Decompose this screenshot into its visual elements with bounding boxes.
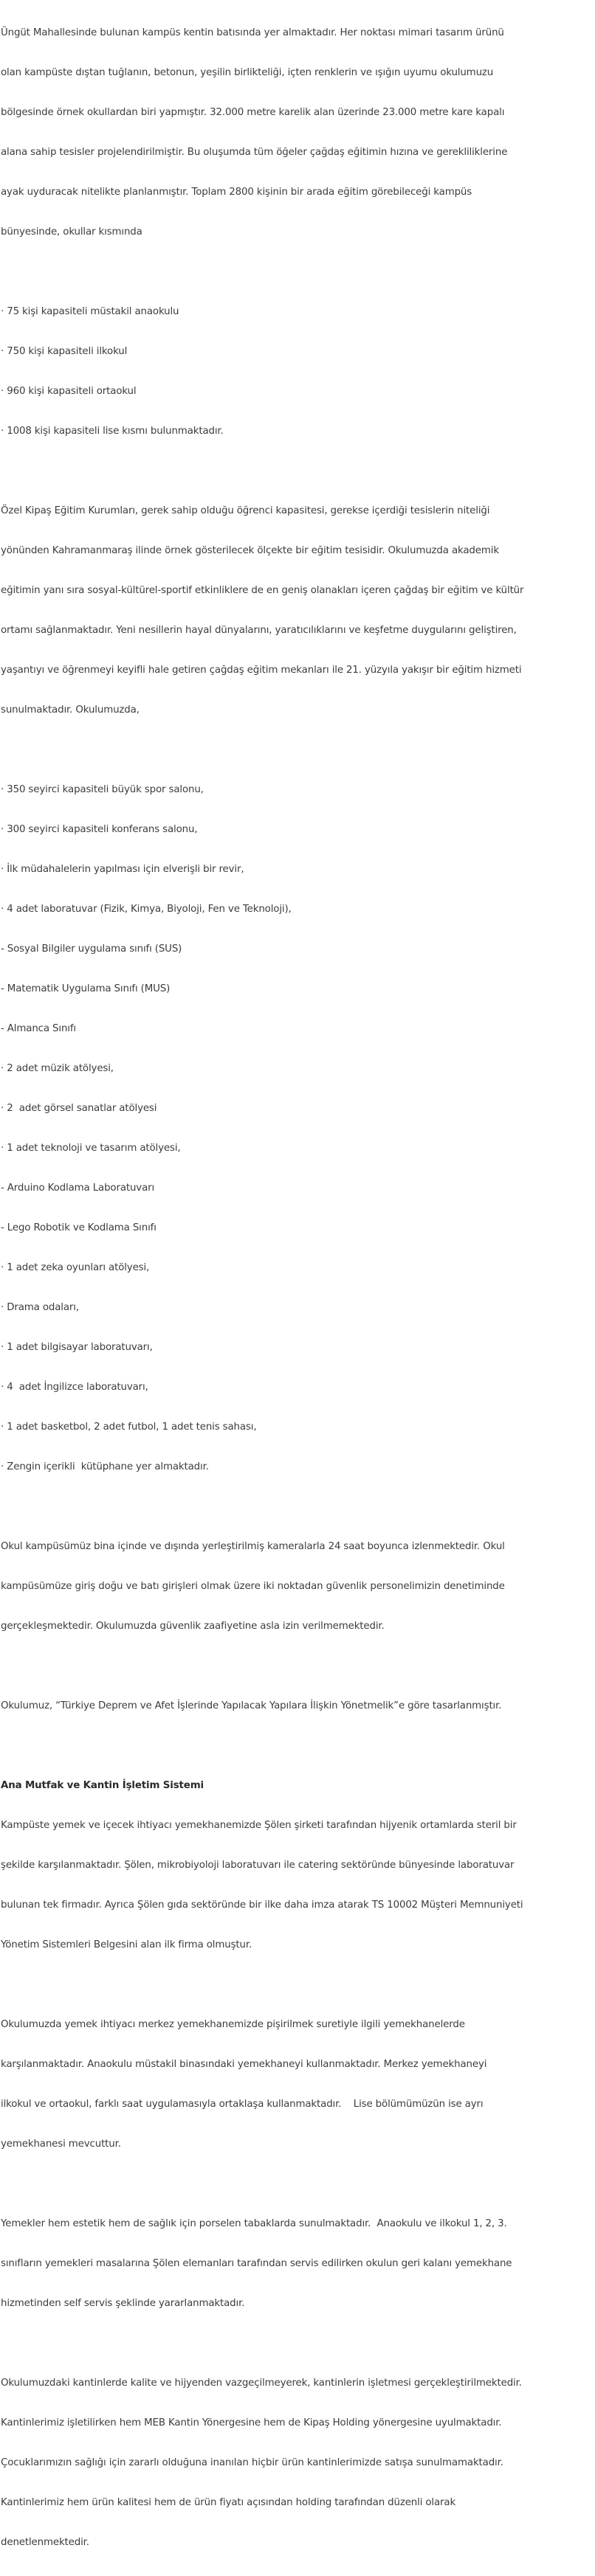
text-line: denetlenmektedir. (1, 2537, 89, 2548)
paragraph-gap (1, 1978, 595, 1992)
security-paragraph (1, 1514, 595, 1660)
list-item: - Lego Robotik ve Kodlama Sınıfı (1, 1222, 157, 1233)
section-heading: Ana Mutfak ve Kantin İşletim Sistemi (1, 1780, 204, 1791)
text-line: Yemekler hem estetik hem de sağlık için porselen tabaklarda sunulmaktadır. Anaokulu ve ilkokul 1, 2, 3. (1, 2218, 507, 2229)
list-item: · Zengin içerikli kütüphane yer almaktadır. (1, 1461, 209, 1472)
text-line: bünyesinde, okullar kısmında (1, 226, 142, 238)
list-item: · 1 adet bilgisayar laboratuvarı, (1, 1342, 153, 1353)
list-item: - Sosyal Bilgiler uygulama sınıfı (SUS) (1, 944, 182, 955)
list-item: · 960 kişi kapasiteli ortaokul (1, 386, 137, 397)
paragraph-gap (1, 1500, 595, 1514)
text-line: eğitimin yanı sıra sosyal-kültürel-sportif etkinliklere de en geniş olanakları içeren çağdaş bir eğitim ve kültür (1, 585, 524, 596)
list-item: - Arduino Kodlama Laboratuvarı (1, 1183, 155, 1194)
text-line: ayak uyduracak nitelikte planlanmıştır. Toplam 2800 kişinin bir arada eğitim görebileceği kampüs (1, 187, 472, 198)
institution-paragraph (1, 478, 595, 744)
serving-paragraph (1, 2191, 595, 2337)
text-line: karşılanmaktadır. Anaokulu müstakil binasındaki yemekhaneyi kullanmaktadır. Merkez yemekhaneyi (1, 2059, 487, 2070)
text-line: olan kampüste dıştan tuğlanın, betonun, yeşilin birlikteliği, içten renklerin ve ışığın uyumu okulumuzu (1, 67, 494, 78)
text-line: gerçekleşmektedir. Okulumuzda güvenlik zaafiyetine asla izin verilmemektedir. (1, 1621, 385, 1632)
paragraph-gap (1, 1660, 595, 1673)
list-item: - Almanca Sınıfı (1, 1023, 76, 1034)
text-line: Okulumuz, “Türkiye Deprem ve Afet İşlerinde Yapılacak Yapılara İlişkin Yönetmelik”e göre tasarlanmıştır. (1, 1700, 502, 1711)
list-item: · 1008 kişi kapasiteli lise kısmı bulunmaktadır. (1, 426, 224, 437)
list-item: · 1 adet zeka oyunları atölyesi, (1, 1262, 150, 1273)
list-item: · 2 adet görsel sanatlar atölyesi (1, 1103, 157, 1114)
paragraph-gap (1, 465, 595, 478)
text-line: bulunan tek firmadır. Ayrıca Şölen gıda sektöründe bir ilke daha imza atarak TS 10002 Müşteri Memnuniyeti (1, 1900, 523, 1911)
list-item: · 750 kişi kapasiteli ilkokul (1, 346, 128, 357)
text-line: sınıfların yemekleri masalarına Şölen elemanları tarafından servis edilirken okulun geri kalanı yemekhane (1, 2258, 512, 2269)
text-line: kampüsümüze giriş doğu ve batı girişleri olmak üzere iki noktadan güvenlik personelimizin denetiminde (1, 1581, 505, 1592)
list-item: · 1 adet teknoloji ve tasarım atölyesi, (1, 1143, 181, 1154)
text-line: Okul kampüsümüz bina içinde ve dışında yerleştirilmiş kameralarla 24 saat boyunca izlenmektedir. Okul (1, 1541, 505, 1552)
text-line: Özel Kipaş Eğitim Kurumları, gerek sahip olduğu öğrenci kapasitesi, gerekse içerdiği tesislerin niteliği (1, 505, 490, 516)
intro-paragraph (1, 0, 595, 266)
list-item: · 4 adet laboratuvar (Fizik, Kimya, Biyoloji, Fen ve Teknoloji), (1, 904, 292, 915)
earthquake-paragraph (1, 1673, 595, 1739)
facility-list (1, 757, 595, 1500)
text-line: Okulumuzda yemek ihtiyacı merkez yemekhanemizde pişirilmek suretiyle ilgili yemekhanelerde (1, 2019, 465, 2030)
text-line: sunulmaktadır. Okulumuzda, (1, 704, 140, 716)
list-item: · 2 adet müzik atölyesi, (1, 1063, 114, 1074)
text-line: hizmetinden self servis şeklinde yararlanmaktadır. (1, 2298, 245, 2309)
text-line: şekilde karşılanmaktadır. Şölen, mikrobiyoloji laboratuvarı ile catering sektöründe bünyesinde laboratuvar (1, 1860, 515, 1871)
text-line: alana sahip tesisler projelendirilmiştir. Bu oluşumda tüm öğeler çağdaş eğitimin hızına ve gerekliliklerine (1, 147, 508, 158)
school-list (1, 279, 595, 465)
list-item: - Matematik Uygulama Sınıfı (MUS) (1, 983, 171, 994)
text-line: Yönetim Sistemleri Belgesini alan ilk firma olmuştur. (1, 1939, 252, 1950)
dining-paragraph (1, 1992, 595, 2178)
paragraph-gap (1, 2178, 595, 2191)
list-item: · 350 seyirci kapasiteli büyük spor salonu, (1, 784, 204, 795)
text-line: yemekhanesi mevcuttur. (1, 2139, 121, 2150)
text-line: yönünden Kahramanmaraş ilinde örnek gösterilecek ölçekte bir eğitim tesisidir. Okulumuzda akademik (1, 545, 499, 556)
text-line: Kampüste yemek ve içecek ihtiyacı yemekhanemizde Şölen şirketi tarafından hijyenik ortamlarda steril bir (1, 1820, 517, 1831)
kitchen-section (1, 1753, 595, 1978)
text-line: Okulumuzdaki kantinlerde kalite ve hijyenden vazgeçilmeyerek, kantinlerin işletmesi gerçekleştirilmektedir. (1, 2378, 522, 2389)
paragraph-gap (1, 744, 595, 757)
list-item: · 300 seyirci kapasiteli konferans salonu, (1, 824, 198, 835)
text-line: yaşantıyı ve öğrenmeyi keyifli hale getiren çağdaş eğitim mekanları ile 21. yüzyıla yakışır bir eğitim hizmeti (1, 665, 522, 676)
list-item: · 1 adet basketbol, 2 adet futbol, 1 adet tenis sahası, (1, 1422, 257, 1433)
canteen-paragraph (1, 2350, 595, 2576)
list-item: · 4 adet İngilizce laboratuvarı, (1, 1382, 148, 1393)
paragraph-gap (1, 2337, 595, 2350)
text-line: ilkokul ve ortaokul, farklı saat uygulamasıyla ortaklaşa kullanmaktadır. Lise bölümümüzün ise ayrı (1, 2099, 484, 2110)
text-line: Kantinlerimiz işletilirken hem MEB Kantin Yönergesine hem de Kipaş Holding yönergesine uyulmaktadır. (1, 2417, 502, 2428)
text-line: Üngüt Mahallesinde bulunan kampüs kentin batısında yer almaktadır. Her noktası mimari tasarım ürünü (1, 27, 504, 38)
text-line: Çocuklarımızın sağlığı için zararlı olduğuna inanılan hiçbir ürün kantinlerimizde satışa sunulmamaktadır. (1, 2457, 503, 2468)
list-item: · 75 kişi kapasiteli müstakil anaokulu (1, 306, 179, 317)
paragraph-gap (1, 1739, 595, 1753)
list-item: · Drama odaları, (1, 1302, 79, 1313)
text-line: Kantinlerimiz hem ürün kalitesi hem de ürün fiyatı açısından holding tarafından düzenli olarak (1, 2497, 456, 2508)
list-item: · İlk müdahalelerin yapılması için elverişli bir revir, (1, 864, 244, 875)
text-line: bölgesinde örnek okullardan biri yapmıştır. 32.000 metre karelik alan üzerinde 23.000 metre kare kapalı (1, 107, 505, 118)
text-line: ortamı sağlanmaktadır. Yeni nesillerin hayal dünyalarını, yaratıcılıklarını ve keşfetme duygularını geliştiren, (1, 625, 517, 636)
paragraph-gap (1, 266, 595, 279)
